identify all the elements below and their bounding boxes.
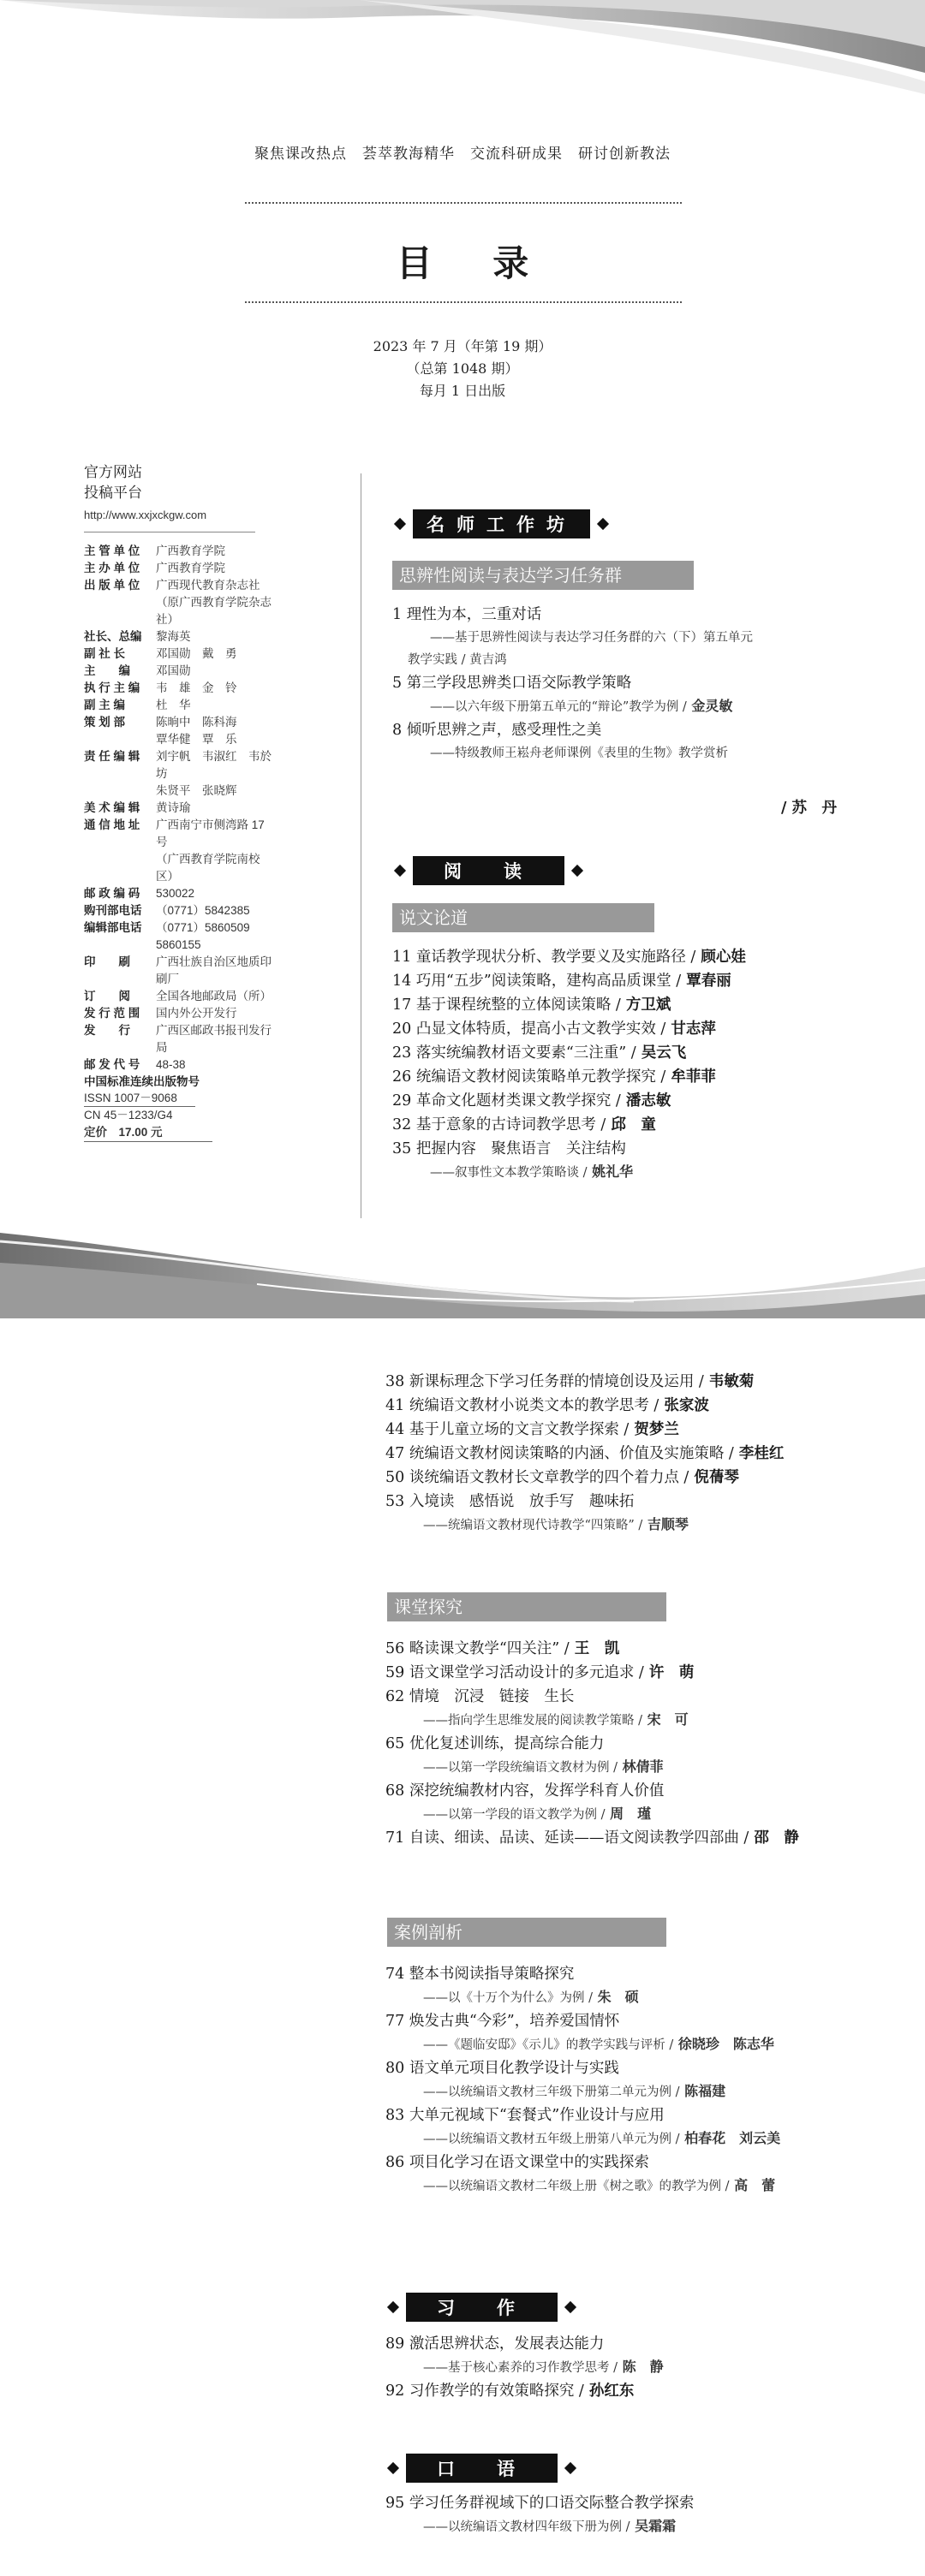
toc-entry[interactable] — [385, 2103, 916, 2127]
info-row — [84, 919, 272, 954]
toc-entry-subtitle[interactable] — [385, 1514, 899, 1537]
section-xizuo — [380, 2294, 583, 2320]
toc-entry-subtitle[interactable] — [385, 2356, 899, 2379]
info-value: 黎海英 — [156, 630, 191, 643]
info-row — [84, 1056, 272, 1074]
toc-author: 贺梦兰 — [629, 1421, 679, 1438]
info-row — [84, 988, 272, 1005]
publisher-info — [84, 462, 272, 1142]
toc-entry[interactable] — [385, 2491, 899, 2515]
info-key: 编辑部电话 — [84, 921, 142, 934]
toc-continuation-text: 教学实践 / — [408, 653, 466, 667]
toc-author: 朱 硕 — [593, 1989, 639, 2005]
issue-line-3: 每月 1 日出版 — [419, 383, 506, 399]
toc-author: 金灵敏 — [686, 698, 733, 714]
diamond-icon — [564, 2462, 576, 2474]
toc-list — [385, 1637, 899, 1850]
toc-author: 邵 静 — [749, 1829, 799, 1847]
info-row — [84, 817, 272, 851]
toc-author: 邱 童 — [606, 1116, 656, 1133]
toc-author: 李桂红 — [733, 1445, 785, 1462]
middle-wave-decoration — [0, 1216, 925, 1318]
toc-author: 甘志萍 — [665, 1020, 716, 1038]
toc-author: 牟菲菲 — [665, 1068, 716, 1086]
toc-entry[interactable] — [392, 1065, 898, 1089]
info-row — [84, 851, 272, 885]
info-row — [84, 594, 272, 628]
section-label: 习 作 — [406, 2293, 558, 2322]
toc-entry-title: 11 童话教学现状分析、教学要义及实施路径 / — [392, 949, 696, 966]
toc-entry-title: 32 基于意象的古诗词教学思考 / — [392, 1116, 606, 1133]
info-value: 朱贤平 张晓辉 — [156, 784, 237, 797]
toc-author: 黄吉鸿 — [465, 653, 507, 667]
toc-entry-subtitle[interactable] — [392, 742, 898, 764]
toc-author: 覃春丽 — [681, 973, 731, 990]
toc-entry[interactable] — [392, 603, 898, 627]
info-value: 广西南宁市侧湾路 17 号 — [156, 818, 265, 848]
info-row — [84, 697, 272, 714]
toc-list — [392, 945, 898, 1184]
info-row — [84, 885, 272, 902]
info-value: 国内外公开发行 — [156, 1007, 237, 1020]
section-mingshi — [387, 511, 867, 537]
toc-entry[interactable] — [392, 1017, 898, 1041]
toc-entry-title: 74 整本书阅读指导策略探究 — [385, 1966, 575, 1983]
website-label: 官方网站 — [84, 464, 142, 481]
price: 定价 17.00 元 — [84, 1124, 212, 1142]
toc-subtitle-text: ——以统编语文教材四年级下册为例 / — [423, 2520, 630, 2534]
toc-entry-subtitle[interactable] — [385, 2080, 916, 2103]
toc-list — [385, 1962, 916, 2198]
toc-entry[interactable] — [392, 1137, 898, 1161]
info-key: 通 信 地 址 — [84, 818, 140, 831]
toc-author: 倪蒨琴 — [689, 1469, 739, 1486]
toc-entry[interactable] — [385, 1826, 899, 1850]
toc-subtitle-text: ——以统编语文教材五年级上册第八单元为例 / — [423, 2133, 680, 2146]
info-list — [84, 543, 272, 1074]
info-key: 主 办 单 位 — [84, 562, 140, 574]
toc-entry[interactable] — [392, 993, 898, 1017]
toc-entry-title: 53 入境读 感悟说 放手写 趣味拓 — [385, 1493, 635, 1510]
toc-subtitle-text: ——基于核心素养的习作教学思考 / — [423, 2361, 618, 2375]
toc-list — [385, 2332, 899, 2403]
toc-entry[interactable] — [392, 671, 898, 695]
info-key: 副 主 编 — [84, 699, 126, 711]
toc-author: 柏春花 刘云美 — [679, 2130, 781, 2146]
info-value: （0771）5860509 5860155 — [156, 921, 262, 951]
toc-subtitle-text: ——统编语文教材现代诗教学“四策略” / — [423, 1519, 643, 1532]
info-key: 主 管 单 位 — [84, 544, 140, 557]
info-value: 韦 雄 金 铃 — [156, 681, 237, 694]
toc-author: 潘志敏 — [620, 1092, 671, 1110]
toc-entry-title: 26 统编语文教材阅读策略单元教学探究 / — [392, 1068, 666, 1086]
section-yuedu — [387, 858, 590, 883]
info-value: （广西教育学院南校区） — [156, 853, 260, 883]
toc-entry-title: 77 焕发古典“今彩”，培养爱国情怀 — [385, 2013, 620, 2030]
toc-author: 王 凯 — [569, 1640, 620, 1657]
diamond-icon — [387, 2462, 399, 2474]
toc-entry-title: 1 理性为本，三重对话 — [392, 606, 542, 623]
toc-entry-subtitle[interactable] — [392, 627, 898, 649]
toc-author: 林倩菲 — [618, 1758, 664, 1775]
toc-entry-title: 38 新课标理念下学习任务群的情境创设及运用 / — [385, 1373, 704, 1390]
info-row — [84, 577, 272, 594]
toc-entry-subtitle[interactable] — [392, 1161, 898, 1184]
info-value: 陈晌中 陈科海 — [156, 716, 237, 729]
toc-entry[interactable] — [392, 1041, 898, 1065]
toc-entry[interactable] — [385, 1442, 899, 1466]
toc-entry[interactable] — [385, 1779, 899, 1803]
toc-entry[interactable] — [392, 1113, 898, 1137]
info-value: 广西壮族自治区地质印刷厂 — [156, 955, 272, 985]
toc-author: / 苏 丹 — [781, 800, 837, 817]
info-row — [84, 800, 272, 817]
website-url[interactable]: http://www.xxjxckgw.com — [84, 509, 207, 521]
toc-entry-title: 86 项目化学习在语文课堂中的实践探索 — [385, 2154, 649, 2171]
toc-author: 孙红东 — [583, 2383, 635, 2400]
issue-line-2: （总第 1048 期） — [406, 360, 519, 377]
info-key: 邮 政 编 码 — [84, 887, 140, 900]
divider-dotted — [245, 301, 682, 303]
toc-entry-title: 92 习作教学的有效策略探究 / — [385, 2383, 584, 2400]
info-key: 副 社 长 — [84, 647, 126, 660]
toc-author: 许 萌 — [643, 1664, 695, 1681]
info-value: 530022 — [156, 887, 195, 900]
info-row — [84, 748, 272, 782]
toc-entry-title: 50 谈统编语文教材长文章教学的四个着力点 / — [385, 1469, 689, 1486]
toc-entry-title: 65 优化复述训练，提高综合能力 — [385, 1735, 605, 1752]
toc-entry-title: 17 基于课程统整的立体阅读策略 / — [392, 996, 621, 1014]
toc-entry-title: 44 基于儿童立场的文言文教学探索 / — [385, 1421, 630, 1438]
toc-entry[interactable] — [385, 2056, 916, 2080]
toc-entry[interactable] — [385, 2009, 916, 2033]
divider-dotted — [245, 202, 682, 204]
toc-entry-continuation[interactable] — [392, 649, 898, 671]
info-key: 责 任 编 辑 — [84, 750, 140, 763]
section-label: 口 语 — [406, 2454, 558, 2483]
info-value: 广西现代教育杂志社 — [156, 579, 260, 592]
diamond-icon — [571, 865, 583, 877]
section-header — [380, 2294, 583, 2320]
toc-entry-subtitle[interactable] — [385, 2515, 899, 2538]
toc-entry-title: 80 语文单元项目化教学设计与实践 — [385, 2060, 619, 2077]
info-row — [84, 1005, 272, 1022]
toc-author: 陈福建 — [679, 2083, 726, 2099]
toc-entry-title: 83 大单元视域下“套餐式”作业设计与应用 — [385, 2107, 665, 2124]
toc-entry-subtitle[interactable] — [385, 2127, 916, 2151]
info-value: 全国各地邮政局（所） — [156, 990, 272, 1002]
submission-label: 投稿平台 — [84, 485, 142, 502]
info-row — [84, 902, 272, 919]
toc-subtitle-text: ——以第一学段的语文教学为例 / — [423, 1808, 606, 1822]
info-value: （0771）5842385 — [156, 904, 250, 917]
info-value: 刘宇帆 韦淑红 韦於坊 — [156, 750, 272, 780]
toc-subtitle-text: ——以统编语文教材三年级下册第二单元为例 / — [423, 2085, 680, 2099]
info-row — [84, 680, 272, 697]
info-value: （原广西教育学院杂志社） — [156, 596, 272, 626]
info-value: 邓国勋 — [156, 664, 191, 677]
toc-author: 周 瑾 — [605, 1806, 652, 1822]
section-label: 阅 读 — [413, 856, 564, 885]
issn: ISSN 1007－9068 — [84, 1091, 195, 1107]
info-key: 发 行 范 围 — [84, 1007, 140, 1020]
toc-entry-title: 56 略读课文教学“四关注” / — [385, 1640, 570, 1657]
toc-subtitle-text: ——以第一学段统编语文教材为例 / — [423, 1761, 618, 1775]
toc-entry-title: 68 深挖统编教材内容，发挥学科育人价值 — [385, 1782, 665, 1800]
toc-entry-title: 8 倾听思辨之声，感受理性之美 — [392, 722, 602, 739]
info-value: 覃华健 覃 乐 — [156, 733, 237, 746]
toc-entry[interactable] — [385, 2379, 899, 2403]
diamond-icon — [394, 518, 406, 530]
section-kouyu — [380, 2455, 583, 2481]
info-row — [84, 954, 272, 988]
toc-entry[interactable] — [392, 945, 898, 969]
top-wave-decoration — [0, 0, 925, 98]
toc-author: 高 蕾 — [729, 2177, 776, 2193]
toc-author: 吉顺琴 — [642, 1516, 689, 1532]
info-row — [84, 731, 272, 748]
info-value: 广西教育学院 — [156, 544, 225, 557]
toc-author: 方卫斌 — [620, 996, 671, 1014]
info-key — [84, 731, 156, 748]
info-key: 出 版 单 位 — [84, 579, 140, 592]
info-key: 邮 发 代 号 — [84, 1058, 140, 1071]
toc-entry-title: 14 巧用“五步”阅读策略，建构高品质课堂 / — [392, 973, 682, 990]
section-header — [380, 2455, 583, 2481]
toc-subtitle-text: ——特级教师王崧舟老师课例《表里的生物》教学赏析 — [430, 747, 728, 760]
toc-entry-title: 29 革命文化题材类课文教学探究 / — [392, 1092, 621, 1110]
toc-author: 韦敏菊 — [703, 1373, 755, 1390]
toc-entry-title: 89 激活思辨状态，发展表达能力 — [385, 2335, 605, 2353]
info-key: 社长、总编 — [84, 630, 142, 643]
info-row — [84, 628, 272, 645]
info-value: 广西区邮政书报刊发行局 — [156, 1024, 272, 1054]
toc-entry-title: 47 统编语文教材阅读策略的内涵、价值及实施策略 / — [385, 1445, 734, 1462]
toc-author: 宋 可 — [642, 1711, 689, 1728]
issue-line-1: 2023 年 7 月（年第 19 期） — [373, 338, 552, 354]
toc-entry[interactable] — [392, 969, 898, 993]
toc-entry-title: 62 情境 沉浸 链接 生长 — [385, 1688, 575, 1705]
toc-entry[interactable] — [385, 1370, 899, 1394]
toc-entry[interactable] — [385, 1732, 899, 1756]
info-row — [84, 1022, 272, 1056]
info-row — [84, 663, 272, 680]
toc-entry-title: 5 第三学段思辨类口语交际教学策略 — [392, 675, 632, 692]
info-key — [84, 782, 156, 800]
info-row — [84, 714, 272, 731]
toc-entry[interactable] — [385, 2151, 916, 2174]
toc-entry-subtitle[interactable] — [392, 695, 898, 718]
toc-entry[interactable] — [385, 1466, 899, 1490]
toc-entry-subtitle[interactable] — [385, 1756, 899, 1779]
toc-entry[interactable] — [385, 1637, 899, 1661]
cn-number: CN 45－1233/G4 — [84, 1109, 173, 1121]
toc-entry-title: 41 统编语文教材小说类文本的教学思考 / — [385, 1397, 659, 1414]
info-key: 策 划 部 — [84, 716, 126, 729]
subsection-header: 案例剖析 — [387, 1918, 666, 1947]
info-value: 黄诗瑜 — [156, 801, 191, 814]
section-header — [387, 858, 590, 883]
info-row — [84, 645, 272, 663]
toc-entry[interactable] — [385, 2332, 899, 2356]
subsection-header: 说文论道 — [392, 903, 654, 932]
toc-entry-subtitle[interactable] — [385, 1986, 916, 2009]
toc-subtitle-text: ——以《十万个为什么》为例 / — [423, 1991, 593, 2005]
subsection-header: 课堂探究 — [387, 1592, 666, 1621]
toc-author: 张家波 — [659, 1397, 709, 1414]
toc-entry-title: 95 学习任务群视域下的口语交际整合教学探索 — [385, 2495, 695, 2512]
toc-entry[interactable] — [392, 1089, 898, 1113]
info-value: 广西教育学院 — [156, 562, 225, 574]
info-row — [84, 560, 272, 577]
info-key: 美 术 编 辑 — [84, 801, 140, 814]
info-key — [84, 851, 156, 885]
info-key: 印 刷 — [84, 955, 130, 968]
toc-author: 吴云飞 — [636, 1044, 687, 1062]
toc-entry-subtitle[interactable] — [385, 1803, 899, 1826]
info-key: 主 编 — [84, 664, 130, 677]
info-value: 48-38 — [156, 1058, 186, 1071]
page-title: 目 录 — [396, 242, 553, 284]
toc-entry-title: 20 凸显文体特质，提高小古文教学实效 / — [392, 1020, 666, 1038]
toc-author: 姚礼华 — [587, 1163, 634, 1180]
info-value: 杜 华 — [156, 699, 191, 711]
toc-entry[interactable] — [385, 1685, 899, 1709]
toc-entry[interactable] — [385, 1394, 899, 1418]
info-key — [84, 594, 156, 628]
subsection-header: 思辨性阅读与表达学习任务群 — [392, 561, 694, 590]
toc-author: 顾心娃 — [695, 949, 746, 966]
toc-subtitle-text: ——叙事性文本教学策略谈 / — [430, 1166, 588, 1180]
toc-list — [385, 1370, 899, 1537]
diamond-icon — [387, 2301, 399, 2313]
toc-entry-title: 23 落实统编教材语文要素“三注重” / — [392, 1044, 636, 1062]
info-key: 执 行 主 编 — [84, 681, 140, 694]
toc-author: 吴霜霜 — [630, 2518, 677, 2534]
info-key: 订 阅 — [84, 990, 130, 1002]
toc-entry-subtitle[interactable] — [385, 1709, 899, 1732]
toc-subtitle-text: ——以统编语文教材二年级上册《树之歌》的教学为例 / — [423, 2180, 730, 2193]
toc-entry[interactable] — [385, 1661, 899, 1685]
toc-entry-subtitle[interactable] — [385, 2174, 916, 2198]
section-header — [387, 511, 867, 537]
toc-list — [392, 603, 898, 764]
diamond-icon — [597, 518, 609, 530]
info-key: 发 行 — [84, 1024, 130, 1037]
toc-entry[interactable] — [392, 718, 898, 742]
info-row — [84, 543, 272, 560]
toc-subtitle-text: ——以六年级下册第五单元的“辩论”教学为例 / — [430, 700, 687, 714]
tagline: 聚焦课改热点 荟萃教海精华 交流科研成果 研讨创新教法 — [254, 146, 671, 163]
diamond-icon — [394, 865, 406, 877]
toc-author: 徐晓珍 陈志华 — [673, 2036, 774, 2052]
toc-entry-subtitle[interactable] — [385, 2033, 916, 2056]
info-row — [84, 782, 272, 800]
toc-entry[interactable] — [385, 1490, 899, 1514]
toc-entry-title: 59 语文课堂学习活动设计的多元追求 / — [385, 1664, 644, 1681]
toc-subtitle-text: ——《题临安邸》《示儿》的教学实践与评析 / — [423, 2038, 674, 2052]
toc-subtitle-text: ——基于思辨性阅读与表达学习任务群的六（下）第五单元 — [430, 631, 753, 645]
toc-subtitle-text: ——指向学生思维发展的阅读教学策略 / — [423, 1714, 642, 1728]
info-key: 购刊部电话 — [84, 904, 142, 917]
toc-entry-title: 35 把握内容 聚焦语言 关注结构 — [392, 1140, 626, 1157]
toc-entry-title: 71 自读、细读、品读、延读——语文阅读教学四部曲 / — [385, 1829, 749, 1847]
toc-list — [385, 2491, 899, 2538]
toc-entry[interactable] — [385, 1418, 899, 1442]
toc-entry[interactable] — [385, 1962, 916, 1986]
info-value: 邓国勋 戴 勇 — [156, 647, 237, 660]
diamond-icon — [564, 2301, 576, 2313]
toc-author: 陈 静 — [618, 2359, 664, 2375]
std-no-label: 中国标准连续出版物号 — [84, 1075, 200, 1088]
section-label: 名师工作坊 — [413, 509, 590, 538]
